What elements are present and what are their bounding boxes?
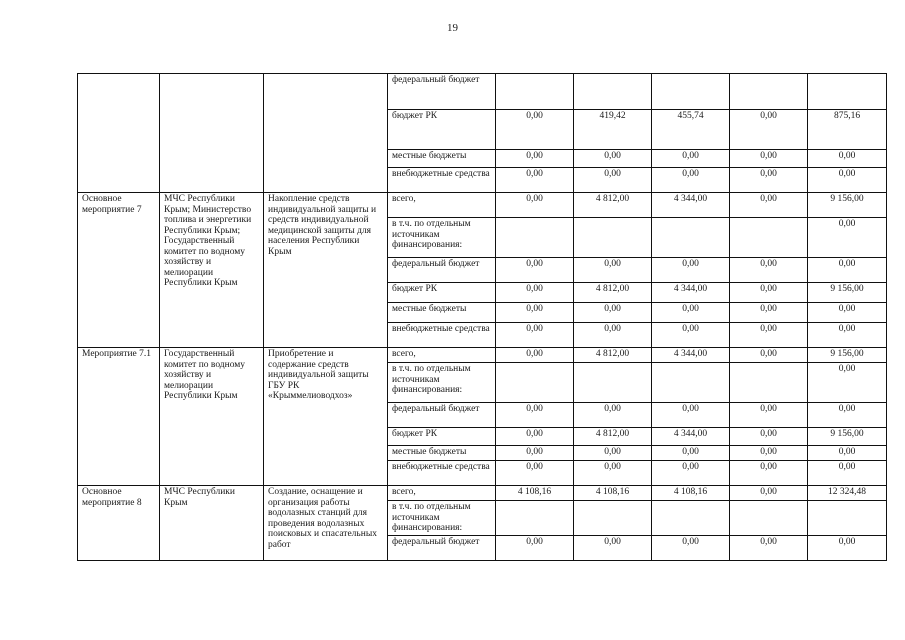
amount-cell: 0,00 [730,258,808,283]
executor-cell [160,74,264,193]
amount-cell: 0,00 [574,446,652,461]
amount-cell [730,218,808,258]
amount-cell: 0,00 [496,150,574,168]
amount-cell: 4 344,00 [652,283,730,303]
amount-cell: 0,00 [574,403,652,428]
amount-cell: 0,00 [730,110,808,150]
funding-source-cell: местные бюджеты [388,446,496,461]
amount-cell: 9 156,00 [808,283,887,303]
amount-cell [730,363,808,403]
amount-cell: 0,00 [574,168,652,193]
amount-cell [652,218,730,258]
amount-cell: 0,00 [496,323,574,348]
table-row [78,486,887,501]
funding-source-cell: местные бюджеты [388,150,496,168]
amount-cell: 4 812,00 [574,428,652,446]
description-cell: Создание, оснащение и организация работы водолазных станций для проведения водолазных поисковых и спасательных работ [264,486,388,561]
amount-cell [496,218,574,258]
amount-cell: 0,00 [808,150,887,168]
amount-cell: 0,00 [652,323,730,348]
amount-cell: 4 344,00 [652,428,730,446]
funding-source-cell: федеральный бюджет [388,258,496,283]
funding-source-cell: в т.ч. по отдельным источникам финансирования: [388,218,496,258]
funding-source-cell: бюджет РК [388,110,496,150]
page-number: 19 [447,22,458,34]
amount-cell [652,501,730,536]
amount-cell: 0,00 [574,303,652,323]
amount-cell: 4 344,00 [652,348,730,363]
amount-cell: 0,00 [652,258,730,283]
amount-cell [496,74,574,110]
amount-cell: 0,00 [808,218,887,258]
amount-cell: 0,00 [496,258,574,283]
executor-cell: МЧС Республики Крым [160,486,264,561]
amount-cell [574,363,652,403]
amount-cell: 4 344,00 [652,193,730,218]
amount-cell [574,218,652,258]
amount-cell: 0,00 [730,283,808,303]
amount-cell: 12 324,48 [808,486,887,501]
measure-name-cell: Основное мероприятие 8 [78,486,160,561]
funding-source-cell: федеральный бюджет [388,403,496,428]
executor-cell: Государственный комитет по водному хозяйству и мелиорации Республики Крым [160,348,264,486]
funding-source-cell: бюджет РК [388,428,496,446]
funding-source-cell: местные бюджеты [388,303,496,323]
amount-cell: 9 156,00 [808,348,887,363]
amount-cell: 0,00 [496,110,574,150]
amount-cell [808,74,887,110]
amount-cell [496,501,574,536]
funding-source-cell: всего, [388,193,496,218]
amount-cell: 0,00 [496,168,574,193]
amount-cell [574,501,652,536]
amount-cell: 4 812,00 [574,283,652,303]
amount-cell: 0,00 [730,323,808,348]
amount-cell: 0,00 [652,535,730,560]
amount-cell [652,74,730,110]
amount-cell: 419,42 [574,110,652,150]
amount-cell: 0,00 [730,303,808,323]
amount-cell: 0,00 [808,446,887,461]
table-row [78,348,887,363]
description-cell [264,74,388,193]
funding-source-cell: федеральный бюджет [388,74,496,110]
amount-cell [808,501,887,536]
amount-cell: 0,00 [730,486,808,501]
table-row [78,74,887,110]
amount-cell: 0,00 [574,258,652,283]
amount-cell: 4 812,00 [574,193,652,218]
description-cell: Накопление средств индивидуальной защиты и средств индивидуальной медицинской защиты для населения Республики Крым [264,193,388,348]
amount-cell: 0,00 [652,446,730,461]
amount-cell: 0,00 [496,283,574,303]
amount-cell: 0,00 [652,461,730,486]
measure-name-cell [78,74,160,193]
funding-source-cell: бюджет РК [388,283,496,303]
amount-cell: 0,00 [652,303,730,323]
amount-cell: 0,00 [730,168,808,193]
amount-cell: 4 108,16 [496,486,574,501]
amount-cell: 9 156,00 [808,428,887,446]
amount-cell: 0,00 [574,535,652,560]
amount-cell: 4 108,16 [652,486,730,501]
amount-cell: 0,00 [808,303,887,323]
amount-cell: 4 812,00 [574,348,652,363]
funding-source-cell: внебюджетные средства [388,168,496,193]
amount-cell: 0,00 [808,403,887,428]
amount-cell: 0,00 [652,403,730,428]
funding-source-cell: внебюджетные средства [388,323,496,348]
amount-cell [496,363,574,403]
amount-cell: 0,00 [730,446,808,461]
funding-source-cell: в т.ч. по отдельным источникам финансирования: [388,363,496,403]
amount-cell: 0,00 [574,461,652,486]
amount-cell: 875,16 [808,110,887,150]
amount-cell [652,363,730,403]
amount-cell: 0,00 [652,168,730,193]
funding-source-cell: всего, [388,486,496,501]
measure-name-cell: Основное мероприятие 7 [78,193,160,348]
amount-cell: 0,00 [496,535,574,560]
amount-cell: 0,00 [496,446,574,461]
executor-cell: МЧС Республики Крым; Министерство топлива и энергетики Республики Крым; Государственный комитет по водному хозяйству и мелиорации Республики Крым [160,193,264,348]
amount-cell: 0,00 [730,428,808,446]
funding-source-cell: внебюджетные средства [388,461,496,486]
funding-source-cell: в т.ч. по отдельным источникам финансирования: [388,501,496,536]
amount-cell: 0,00 [496,428,574,446]
amount-cell: 0,00 [808,258,887,283]
amount-cell: 0,00 [496,303,574,323]
amount-cell: 0,00 [730,461,808,486]
amount-cell: 4 108,16 [574,486,652,501]
amount-cell: 0,00 [730,193,808,218]
amount-cell: 0,00 [730,403,808,428]
amount-cell: 9 156,00 [808,193,887,218]
amount-cell: 0,00 [808,535,887,560]
amount-cell: 0,00 [808,323,887,348]
amount-cell: 0,00 [730,150,808,168]
amount-cell: 0,00 [808,363,887,403]
amount-cell: 0,00 [808,168,887,193]
amount-cell: 0,00 [496,403,574,428]
amount-cell [574,74,652,110]
measure-name-cell: Мероприятие 7.1 [78,348,160,486]
amount-cell: 0,00 [574,150,652,168]
description-cell: Приобретение и содержание средств индивидуальной защиты ГБУ РК «Крыммелиоводхоз» [264,348,388,486]
amount-cell: 0,00 [730,535,808,560]
amount-cell: 0,00 [652,150,730,168]
table-row [78,193,887,218]
amount-cell: 0,00 [496,461,574,486]
amount-cell [730,74,808,110]
amount-cell: 0,00 [574,323,652,348]
amount-cell: 0,00 [730,348,808,363]
amount-cell: 0,00 [808,461,887,486]
funding-source-cell: федеральный бюджет [388,535,496,560]
amount-cell: 0,00 [496,348,574,363]
amount-cell: 455,74 [652,110,730,150]
amount-cell: 0,00 [496,193,574,218]
amount-cell [730,501,808,536]
funding-source-cell: всего, [388,348,496,363]
budget-table [77,73,887,561]
